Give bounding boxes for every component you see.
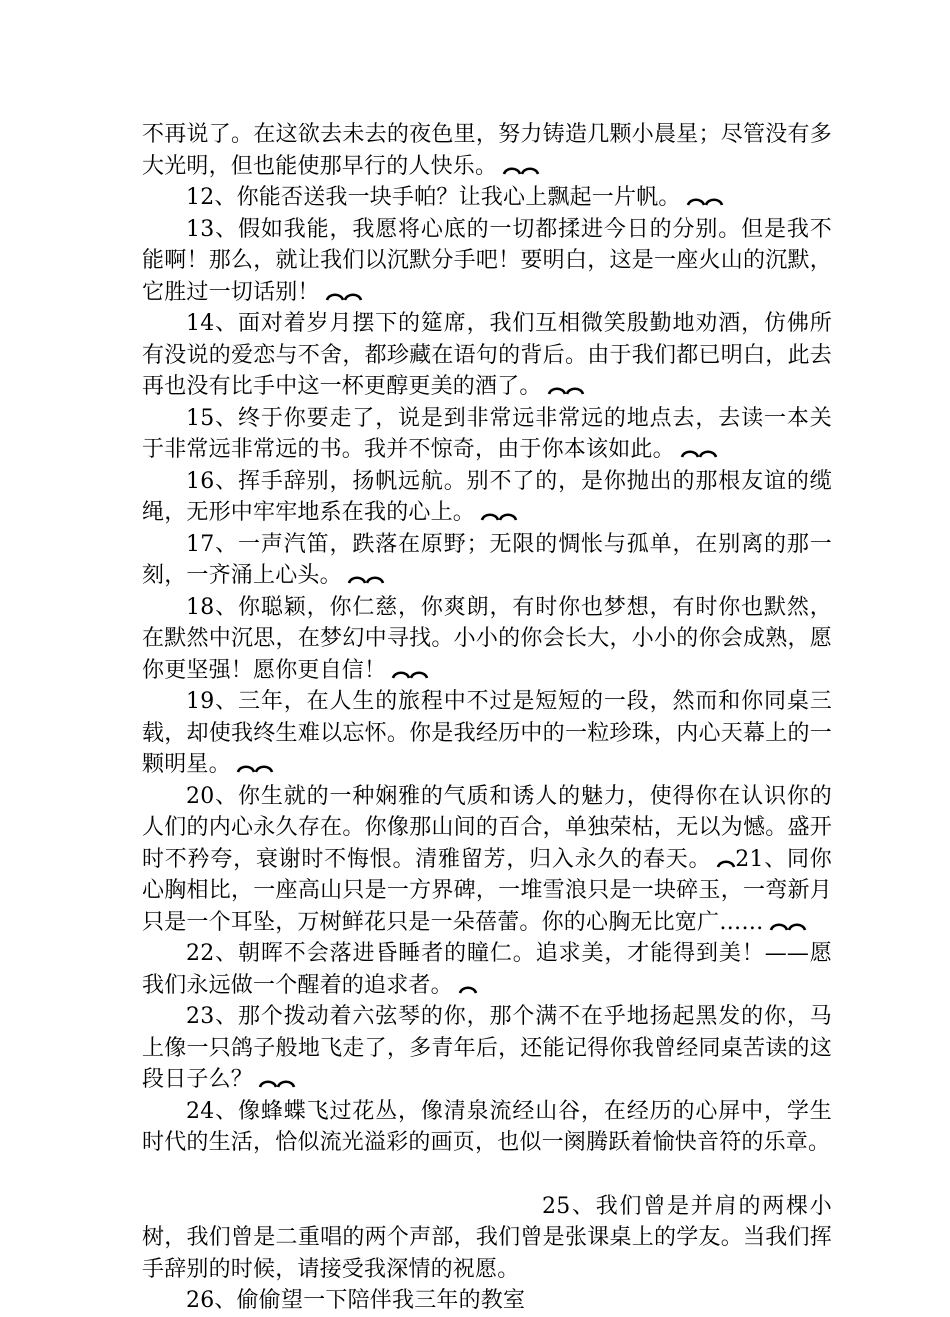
footnote-mark [681, 448, 717, 458]
document-body [142, 119, 832, 1317]
footnote-mark [548, 385, 584, 395]
footnote-mark [481, 511, 517, 521]
paragraph-22: 22、朝晖不会落进昏睡者的瞳仁。追求美，才能得到美！——愿我们永远做一个醒着的追求者。 [142, 941, 832, 998]
footnote-mark [687, 196, 723, 206]
paragraph-20: 20、你生就的一种娴雅的气质和诱人的魅力，使得你在认识你的人们的内心永久存在。你像那山间的百合，单独荣枯，无以为憾。盛开时不矜夸，衰谢时不悔恨。清雅留芳，归入永久的春天。 21、同你心胸相比，一座高山只是一方界碑，一堆雪浪只是一块碎玉，一弯新月只是一个耳坠，万树鲜花只是一朵蓓蕾。你的心胸无比宽广…… [142, 783, 832, 935]
paragraph-23: 23、那个拨动着六弦琴的你，那个满不在乎地扬起黑发的你，马上像一只鸽子般地飞走了，多青年后，还能记得你我曾经同桌苦读的这段日子么？ [142, 1004, 832, 1092]
paragraph-12: 12、你能否送我一块手帕？让我心上飘起一片帆。 [142, 182, 832, 214]
footnote-mark [503, 165, 539, 175]
paragraph-19: 19、三年，在人生的旅程中不过是短短的一段，然而和你同桌三载，却使我终生难以忘怀。你是我经历中的一粒珍珠，内心天幕上的一颗明星。 [142, 689, 832, 777]
paragraph-25: 25、我们曾是并肩的两棵小树，我们曾是二重唱的两个声部，我们曾是张课桌上的学友。当我们挥手辞别的时候，请接受我深情的祝愿。 [142, 1193, 832, 1282]
footnote-mark [348, 574, 384, 584]
paragraph-11-continued: 不再说了。在这欲去未去的夜色里，努力铸造几颗小晨星；尽管没有多大光明，但也能使那早行的人快乐。 [142, 122, 832, 179]
footnote-mark [237, 763, 273, 773]
footnote-mark [770, 921, 806, 931]
paragraph-15: 15、终于你要走了，说是到非常远非常远的地点去，去读一本关于非常远非常远的书。我并不惊奇，由于你本该如此。 [142, 405, 832, 462]
paragraph-17: 17、一声汽笛，跌落在原野；无限的惆怅与孤单，在别离的那一刻，一齐涌上心头。 [142, 531, 832, 588]
footnote-mark [326, 291, 362, 301]
paragraph-16: 16、挥手辞别，扬帆远航。别不了的，是你抛出的那根友谊的缆绳，无形中牢牢地系在我的心上。 [142, 468, 832, 525]
footnote-mark [392, 669, 428, 679]
paragraph-24: 24、像蜂蝶飞过花丛，像清泉流经山谷，在经历的心屏中，学生时代的生活，恰似流光溢彩的画页，也似一阕腾跃着愉快音符的乐章。 [142, 1098, 832, 1155]
paragraph-13: 13、假如我能，我愿将心底的一切都揉进今日的分别。但是我不能啊！那么，就让我们以沉默分手吧！要明白，这是一座火山的沉默，它胜过一切话别！ [142, 216, 832, 305]
footnote-mark [259, 1078, 295, 1088]
paragraph-18: 18、你聪颖，你仁慈，你爽朗，有时你也梦想，有时你也默然，在默然中沉思，在梦幻中寻找。小小的你会长大，小小的你会成熟，愿你更坚强！愿你更自信！ [142, 594, 832, 683]
paragraph-26: 26、偷偷望一下陪伴我三年的教室 [186, 1288, 526, 1313]
footnote-mark [717, 858, 735, 868]
paragraph-21: 21、同你心胸相比，一座高山只是一方界碑，一堆雪浪只是一块碎玉，一弯新月只是一个耳坠，万树鲜花只是一朵蓓蕾。你的心胸无比宽广…… [142, 846, 832, 935]
footnote-mark [459, 984, 477, 994]
paragraph-14: 14、面对着岁月摆下的筵席，我们互相微笑殷勤地劝酒，仿佛所有没说的爱恋与不舍，都珍藏在语句的背后。由于我们都已明白，此去再也没有比手中这一杯更醇更美的酒了。 [142, 311, 832, 399]
